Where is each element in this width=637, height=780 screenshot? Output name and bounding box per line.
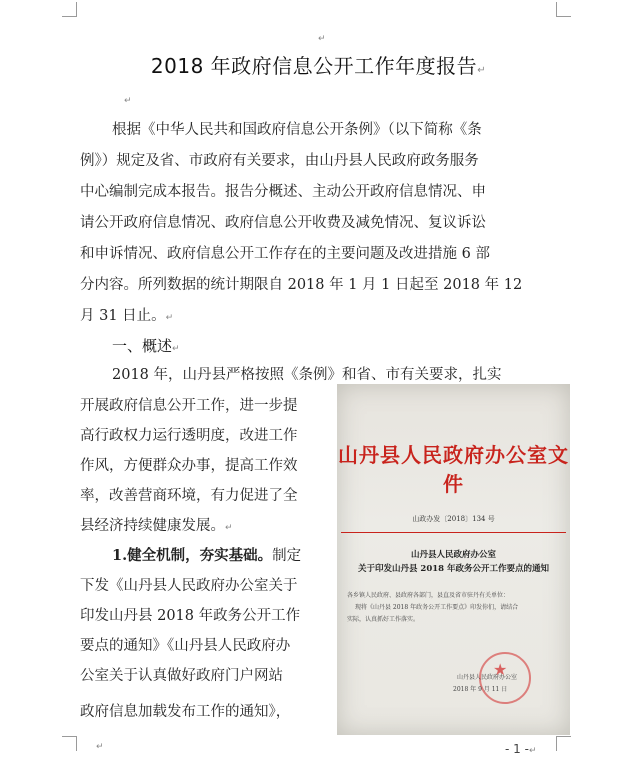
photo-document-number: 山政办发〔2018〕134 号 xyxy=(412,515,495,523)
paragraph-mark: ↵ xyxy=(477,65,487,76)
point1-line-6[interactable]: 政府信息加载发布工作的通知》， xyxy=(80,704,291,720)
point1-line-1-text: 制定 xyxy=(272,548,302,564)
photo-red-divider xyxy=(341,532,566,533)
seal-star-icon: ★ xyxy=(493,660,508,679)
point1-line-3[interactable]: 印发山丹县 2018 年政务公开工作 xyxy=(80,608,301,624)
paragraph-mark: ↵ xyxy=(172,344,180,354)
point1-line-5[interactable]: 公室关于认真做好政府门户网站 xyxy=(80,668,283,684)
intro-line-7-text: 月 31 日止。 xyxy=(80,308,166,324)
photo-body-line-2: 现将《山丹县 2018 年政务公开工作要点》印发你们，请结合 xyxy=(355,604,519,611)
point1-line-1[interactable] xyxy=(112,546,301,566)
intro-line-7[interactable] xyxy=(80,306,173,328)
paragraph-mark: ↵ xyxy=(165,313,174,323)
intro-line-5[interactable]: 和申诉情况、政府信息公开工作存在的主要问题及改进措施 6 部 xyxy=(80,246,490,262)
point1-line-2[interactable]: 下发《山丹县人民政府办公室关于 xyxy=(80,578,298,594)
document-title-text: 2018 年政府信息公开工作年度报告 xyxy=(150,54,478,78)
page-number-text: - 1 - xyxy=(505,742,529,756)
intro-line-3[interactable]: 中心编制完成本报告。报告分概述、主动公开政府信息情况、申 xyxy=(80,184,486,200)
paragraph-mark: ↵ xyxy=(96,742,104,752)
section-heading-overview[interactable] xyxy=(112,335,180,356)
overview-line-1[interactable]: 2018 年，山丹县严格按照《条例》和省、市有关要求，扎实 xyxy=(112,367,502,383)
intro-line-4[interactable]: 请公开政府信息情况、政府信息公开收费及减免情况、复议诉讼 xyxy=(80,215,486,231)
overview-line-5[interactable]: 率，改善营商环境，有力促进了全 xyxy=(80,488,298,504)
photo-body-line-3: 实际，认真抓好工作落实。 xyxy=(347,616,420,623)
section-heading-text: 一、概述 xyxy=(112,337,173,355)
intro-line-2[interactable]: 例》）规定及省、市政府有关要求，由山丹县人民政府政务服务 xyxy=(80,153,479,169)
margin-corner-bottom-left xyxy=(62,736,77,751)
photo-document-title-line-2: 关于印发山丹县 2018 年政务公开工作要点的通知 xyxy=(357,564,550,574)
paragraph-mark: ↵ xyxy=(124,96,132,106)
photo-body-line-1: 各乡镇人民政府、县政府各部门，县直及省市驻丹有关单位： xyxy=(347,592,510,599)
overview-line-3[interactable]: 高行政权力运行透明度，改进工作 xyxy=(80,428,298,444)
document-title[interactable] xyxy=(0,50,637,79)
intro-line-6[interactable]: 分内容。所列数据的统计期限自 2018 年 1 月 1 日起至 2018 年 12 xyxy=(80,277,523,293)
margin-corner-top-left xyxy=(62,2,77,17)
point1-line-4[interactable]: 要点的通知》《山丹县人民政府办 xyxy=(80,638,291,654)
point1-bold-heading: 1.健全机制，夯实基础。 xyxy=(112,547,273,564)
margin-corner-bottom-right xyxy=(556,736,571,751)
overview-line-2[interactable]: 开展政府信息公开工作，进一步提 xyxy=(80,398,298,414)
overview-line-4[interactable]: 作风，方便群众办事，提高工作效 xyxy=(80,458,298,474)
photo-document-title-line-1: 山丹县人民政府办公室 xyxy=(410,550,496,560)
photo-document-header: 山丹县人民政府办公室文件 xyxy=(338,443,569,496)
overview-line-6-text: 县经济持续健康发展。 xyxy=(80,518,225,534)
overview-line-6[interactable] xyxy=(80,516,233,538)
intro-line-1[interactable]: 根据《中华人民共和国政府信息公开条例》（以下简称《条 xyxy=(112,122,482,138)
embedded-document-photo[interactable] xyxy=(337,384,570,735)
photo-signer: 山丹县人民政府办公室 xyxy=(457,674,518,681)
photo-date: 2018 年 9 月 11 日 xyxy=(453,686,508,693)
paragraph-mark: ↵ xyxy=(225,523,233,533)
paragraph-mark: ↵ xyxy=(318,34,326,44)
margin-corner-top-right xyxy=(556,2,571,17)
paragraph-mark: ↵ xyxy=(528,746,537,756)
page-number xyxy=(505,742,536,756)
